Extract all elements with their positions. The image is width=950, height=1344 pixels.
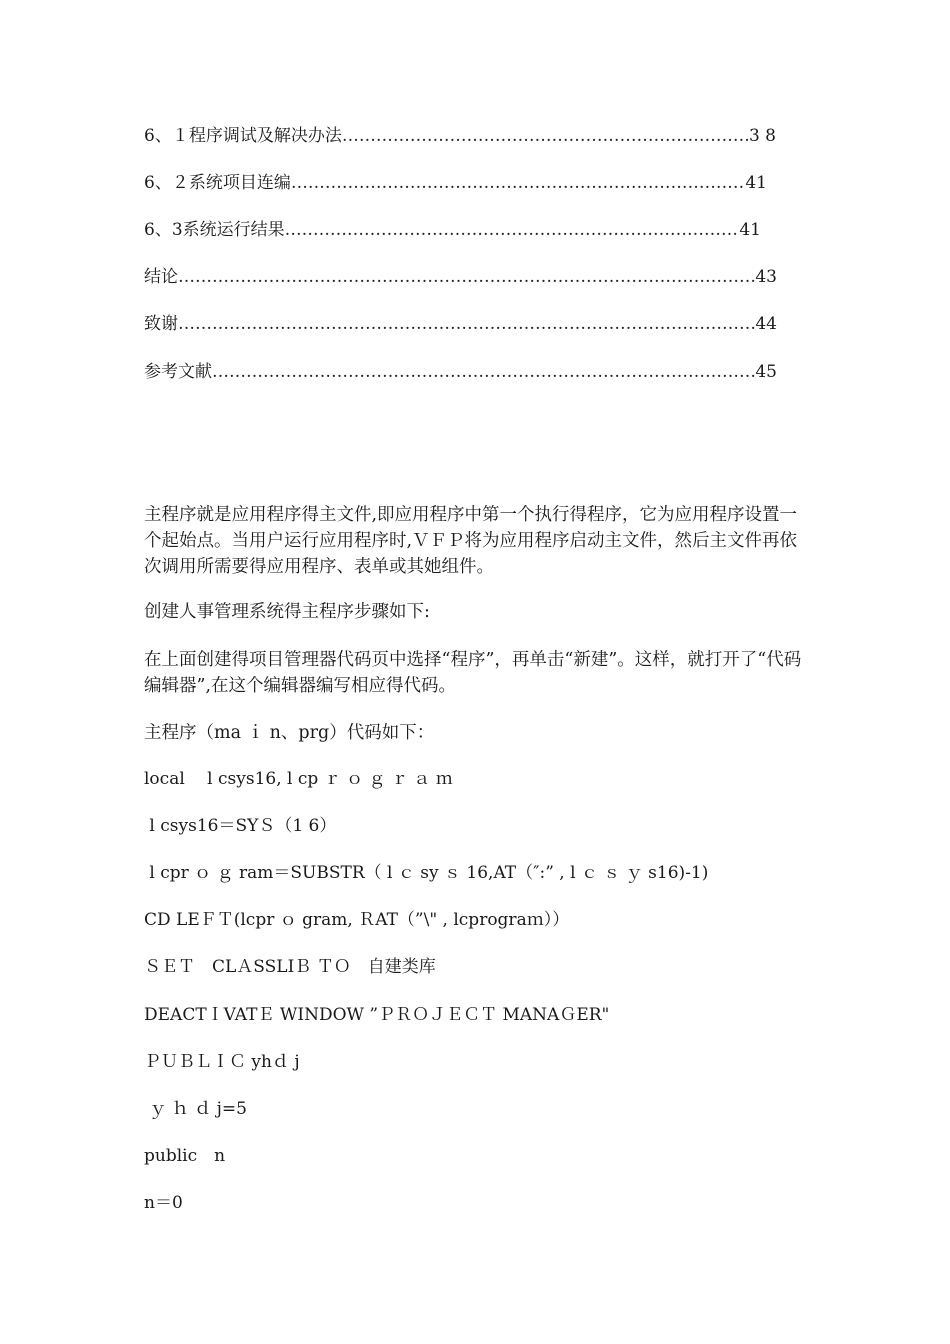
code-intro-paragraph: 主程序（ma ｉ n、prg）代码如下：: [144, 723, 435, 743]
code-line: CD LEＦＴ(lcpr ｏ gram, ＲAT（”\" , lcprograｍ））: [144, 910, 570, 930]
toc-entry: [144, 265, 777, 289]
toc-entry-title: 6、２系统项目连编: [144, 173, 291, 193]
editor-instructions-paragraph: 在上面创建得项目管理器代码页中选择“程序”，再单击“新建”。这样，就打开了“代码编辑器”,在这个编辑器编写相应得代码。: [144, 650, 802, 696]
toc-entry-page: 43: [755, 267, 777, 287]
code-line: DEACTＩVATＥ WINDOW ”ＰＲＯＪＥＣＴ MANAＧER": [144, 1005, 610, 1025]
toc-leader-dots: [285, 218, 740, 242]
toc-leader-dots: [342, 124, 749, 148]
toc-entry-title: 结论: [144, 267, 178, 287]
toc-entry: [144, 360, 777, 384]
toc-entry: [144, 218, 761, 242]
toc-leader-dots: [291, 171, 746, 195]
toc-entry: [144, 171, 767, 195]
steps-heading-paragraph: 创建人事管理系统得主程序步骤如下:: [144, 602, 430, 622]
toc-leader-dots: [178, 312, 755, 336]
toc-entry-page: 41: [745, 173, 767, 193]
toc-entry-title: 致谢: [144, 314, 178, 334]
toc-leader-dots: [178, 265, 755, 289]
code-line: l cpr ｏ ｇ ram＝SUBSTR（ l ｃ sy ｓ 16,AT（″:” , l ｃ ｓ ｙ s16)-1): [144, 863, 709, 883]
code-line: ＳＥＴ CLＡSSLIＢ ＴＯ 自建类库: [144, 957, 436, 977]
code-line: local l csys16, l cp ｒ ｏ ｇ ｒ ａ ｍ: [144, 769, 453, 789]
toc-entry-page: 3 8: [748, 126, 776, 146]
toc-entry-page: 45: [755, 362, 777, 382]
toc-entry-title: 6、3系统运行结果: [144, 220, 285, 240]
code-line: public n: [144, 1146, 226, 1166]
code-line: ｙ ｈ ｄ j=5: [144, 1099, 247, 1119]
toc-entry-page: 44: [755, 314, 777, 334]
toc-entry-title: 参考文献: [144, 362, 212, 382]
toc-entry: [144, 312, 777, 336]
toc-entry-title: 6、１程序调试及解决办法: [144, 126, 342, 146]
code-line: ＰＵＢＬＩＣ yhｄ j: [144, 1052, 300, 1072]
toc-leader-dots: [212, 360, 755, 384]
toc-entry-page: 41: [739, 220, 761, 240]
intro-paragraph: 主程序就是应用程序得主文件,即应用程序中第一个执行得程序，它为应用程序设置一个起始点。当用户运行应用程序时,ＶＦＰ将为应用程序启动主文件，然后主文件再依次调用所需要得应用程序、表单或其她组件。: [144, 505, 798, 577]
code-line: n＝0: [144, 1193, 183, 1213]
code-line: l csys16＝SYＳ（1 6）: [144, 816, 337, 836]
toc-entry: [144, 124, 776, 148]
